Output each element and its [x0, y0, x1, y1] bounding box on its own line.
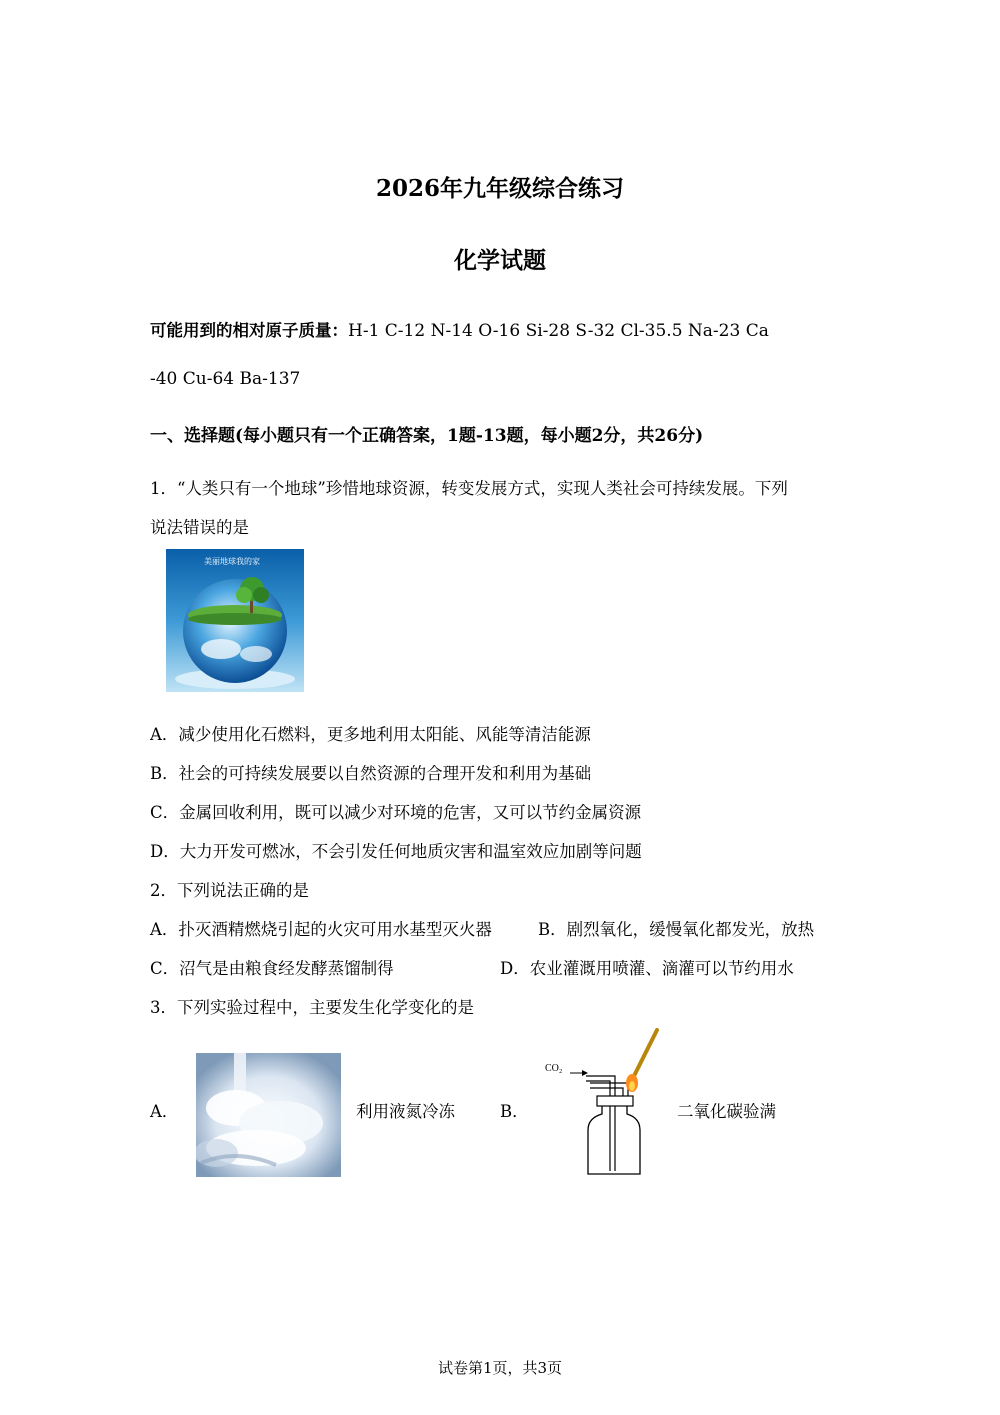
q1-stem-line-1: 1．“人类只有一个地球”珍惜地球资源，转变发展方式，实现人类社会可持续发展。下列 — [150, 479, 788, 498]
atomic-mass-line-1 — [150, 317, 769, 341]
q3-option-b-letter: B． — [500, 1102, 529, 1121]
atomic-mass-label: 可能用到的相对原子质量： — [150, 321, 348, 340]
q3-option-b-text: 二氧化碳验满 — [677, 1102, 776, 1121]
q2-option-d: D．农业灌溉用喷灌、滴灌可以节约用水 — [500, 959, 794, 978]
liquid-nitrogen-photo — [196, 1053, 341, 1177]
q3-stem: 3．下列实验过程中，主要发生化学变化的是 — [150, 998, 474, 1017]
q3-option-a-text: 利用液氮冷冻 — [356, 1102, 455, 1121]
q1-option-c: C．金属回收利用，既可以减少对环境的危害，又可以节约金属资源 — [150, 803, 642, 822]
q2-stem: 2．下列说法正确的是 — [150, 881, 309, 900]
q2-option-b: B．剧烈氧化，缓慢氧化都发光，放热 — [538, 920, 815, 939]
q2-option-a: A．扑灭酒精燃烧引起的火灾可用水基型灭火器 — [150, 920, 492, 939]
q2-option-c: C．沼气是由粮食经发酵蒸馏制得 — [150, 959, 394, 978]
atomic-mass-line-2: -40 Cu-64 Ba-137 — [150, 369, 301, 389]
q1-option-d: D．大力开发可燃冰，不会引发任何地质灾害和温室效应加剧等问题 — [150, 842, 642, 861]
co2-label: CO₂ — [545, 1063, 563, 1074]
section-heading: 一、选择题(每小题只有一个正确答案，1题-13题，每小题2分，共26分) — [150, 426, 704, 446]
exam-subtitle: 化学试题 — [454, 247, 546, 274]
earth-image-caption: 美丽地球我的家 — [204, 557, 260, 566]
page-footer: 试卷第1页，共3页 — [437, 1359, 563, 1377]
q3-option-a-letter: A． — [150, 1102, 179, 1121]
atomic-mass-values: H-1 C-12 N-14 O-16 Si-28 S-32 Cl-35.5 Na-23 Ca — [348, 321, 769, 341]
earth-illustration — [166, 549, 304, 692]
q1-stem-line-2: 说法错误的是 — [150, 518, 249, 537]
exam-title: 2026年九年级综合练习 — [375, 175, 624, 202]
q1-option-a: A．减少使用化石燃料，更多地利用太阳能、风能等清洁能源 — [150, 725, 591, 744]
q1-option-b: B．社会的可持续发展要以自然资源的合理开发和利用为基础 — [150, 764, 592, 783]
co2-collection-apparatus — [540, 1026, 665, 1178]
